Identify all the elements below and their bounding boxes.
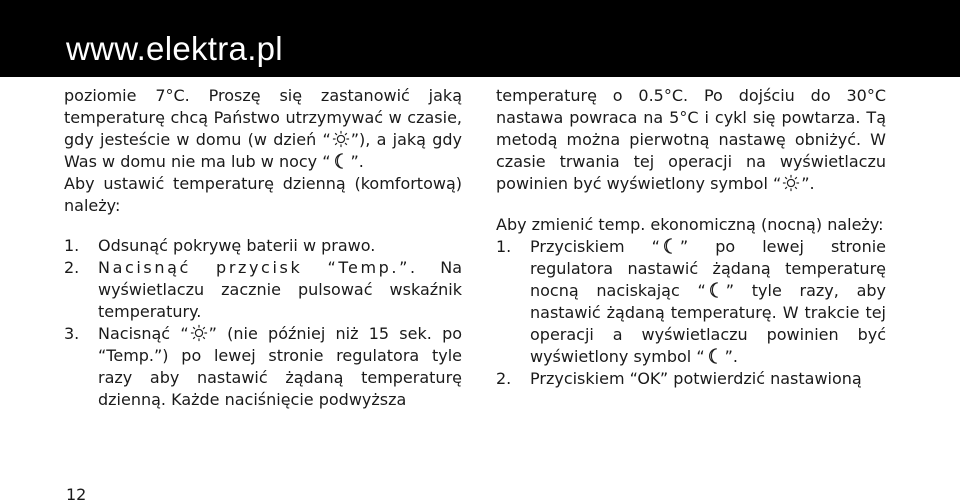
step-number: 1.: [496, 237, 512, 256]
step-text: ” po lewej stronie regulatora nastawić żądaną temperaturę nocną naciskając “: [530, 237, 886, 300]
step-text: ” tyle razy, aby nastawić żądaną temperaturę. W trakcie tej operacji a wyświetlaczu powinien być wyświetlony symbol “: [530, 281, 887, 366]
step-text: ” (nie później niż 15 sek. po “Temp.”) po lewej stronie regulatora tyle razy aby nastawić żądaną temperaturę dzienną. Każde naciśnięcie podwyższa: [98, 324, 463, 409]
intro-paragraph: [64, 85, 462, 173]
step-text: Nacisnąć przycisk “Temp.”.: [98, 258, 418, 277]
step-text: Przyciskiem “: [530, 237, 660, 256]
step-number: 2.: [64, 258, 80, 277]
sun-icon: [782, 174, 800, 192]
step-number: 1.: [64, 236, 80, 255]
right-column: [496, 85, 886, 390]
instruction-heading-night: Aby zmienić temp. ekonomiczną (nocną) należy:: [496, 215, 884, 234]
step-3: [64, 323, 462, 411]
intro-text-2: ”), a jaką gdy Was w domu nie ma lub w nocy “: [64, 130, 462, 171]
moon-icon: [707, 281, 725, 299]
step-text: ”.: [724, 347, 738, 366]
moon-icon: [706, 347, 724, 365]
step-number: 2.: [496, 369, 512, 388]
intro-text-1: poziomie 7°C. Proszę się zastanowić jaką temperaturę chcą Państwo utrzymywać w czasie, gdy jesteście w domu (w dzień “: [64, 86, 462, 149]
moon-icon: [661, 237, 679, 255]
site-url: www.elektra.pl: [66, 30, 283, 67]
page-number: 12: [66, 485, 87, 504]
continuation-paragraph: [496, 85, 886, 195]
night-step-1: [496, 236, 886, 368]
step-text: Odsunąć pokrywę baterii w prawo.: [98, 236, 376, 255]
intro-text-3: ”.: [350, 152, 364, 171]
instruction-heading: Aby ustawić temperaturę dzienną (komfortową) należy:: [64, 174, 462, 215]
step-text: Na wyświetlaczu zacznie pulsować wskaźnik temperatury.: [98, 258, 463, 321]
night-step-2: [496, 368, 886, 390]
continuation-text-end: ”.: [801, 174, 815, 193]
step-text: Przyciskiem “OK” potwierdzić nastawioną: [530, 369, 862, 388]
header-bar: [0, 0, 960, 77]
step-text: Nacisnąć “: [98, 324, 189, 343]
step-1: [64, 235, 462, 257]
continuation-text: temperaturę o 0.5°C. Po dojściu do 30°C nastawa powraca na 5°C i cykl się powtarza. Tą metodą można pierwotną nastawę obniżyć. W czasie trwania tej operacji na wyświetlaczu powinien być wyświetlony symbol “: [496, 86, 886, 193]
sun-icon: [190, 324, 208, 342]
step-2: [64, 257, 462, 323]
left-column: [64, 85, 462, 411]
step-number: 3.: [64, 324, 80, 343]
sun-icon: [332, 130, 350, 148]
moon-icon: [332, 152, 350, 170]
